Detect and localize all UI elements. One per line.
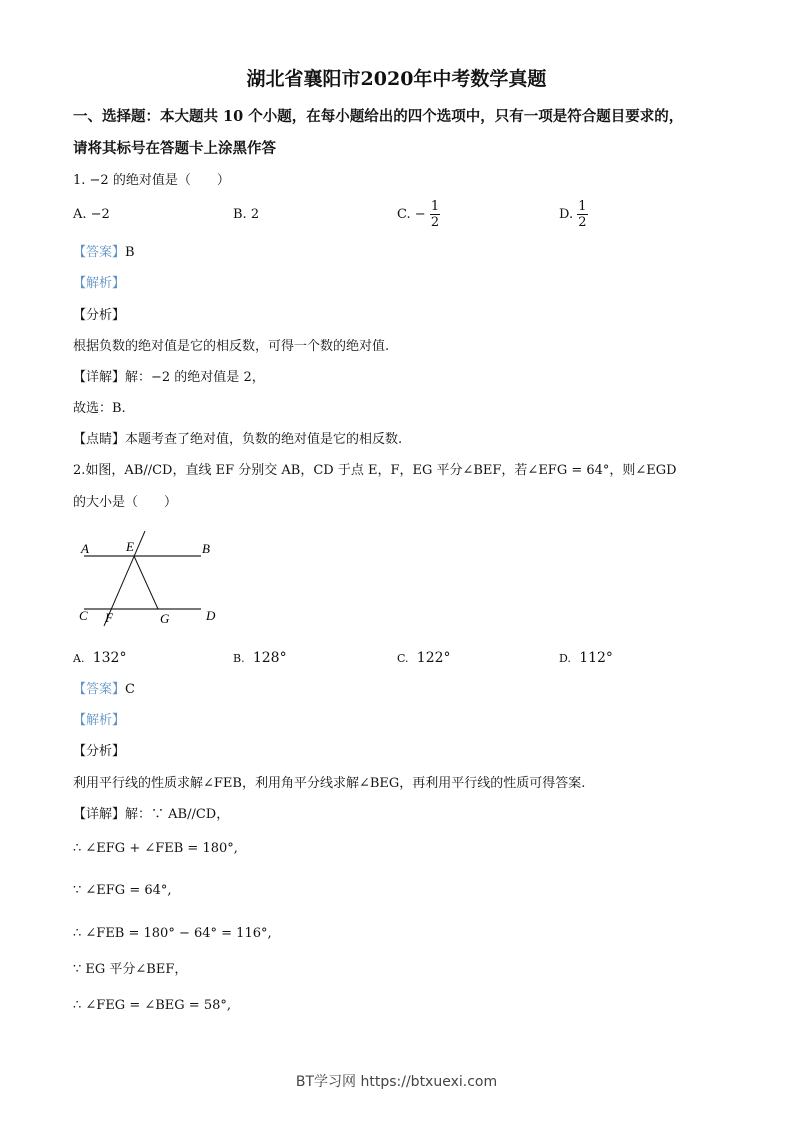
detail-label: 【详解】 <box>73 807 126 822</box>
geometry-figure <box>75 528 225 633</box>
detail-label: 【详解】 <box>73 370 126 385</box>
label-b: B <box>202 541 210 556</box>
section-heading-cont: 请将其标号在答题卡上涂黑作答 <box>73 140 276 157</box>
denominator: 2 <box>578 215 587 230</box>
q2-option-a <box>73 650 126 666</box>
q1-analysis-label: 【解析】 <box>73 276 126 291</box>
q2-fenxi: 利用平行线的性质求解∠FEB，利用角平分线求解∠BEG，再利用平行线的性质可得答案. <box>73 776 586 791</box>
option-value: 112° <box>579 650 613 666</box>
minus-sign: − <box>414 207 426 222</box>
answer-label: 【答案】 <box>73 245 126 260</box>
q2-step: ∴ ∠EFG + ∠FEB = 180°, <box>73 841 238 856</box>
answer-label: 【答案】 <box>73 682 126 697</box>
q1-option-a: A. −2 <box>73 207 110 222</box>
q2-step: ∴ ∠FEB = 180° − 64° = 116°, <box>73 926 272 941</box>
q2-option-d <box>559 650 613 666</box>
q2-option-c <box>397 650 451 666</box>
label-d: D <box>206 608 216 623</box>
line-eg <box>134 556 158 609</box>
q2-step: ∵ EG 平分∠BEF， <box>73 962 188 977</box>
note-label: 【点睛】 <box>73 432 126 447</box>
q2-stem-cont: 的大小是（ ） <box>73 495 178 510</box>
detail-text: 解：−2 的绝对值是 2， <box>125 370 265 385</box>
q2-detail <box>73 806 229 824</box>
numerator: 1 <box>430 199 440 214</box>
label-e: E <box>126 539 134 554</box>
option-label: A. <box>73 652 85 665</box>
q1-option-c <box>397 199 440 230</box>
section-heading: 一、选择题：本大题共 10 个小题，在每小题给出的四个选项中，只有一项是符合题目要求的， <box>73 108 684 125</box>
footer-watermark: BT学习网 https://btxuexi.com <box>295 1074 498 1090</box>
note-text: 本题考查了绝对值，负数的绝对值是它的相反数. <box>125 432 403 447</box>
answer-value: C <box>125 682 135 697</box>
option-value: 132° <box>92 650 127 666</box>
q1-fenxi: 根据负数的绝对值是它的相反数，可得一个数的绝对值. <box>73 339 390 354</box>
q2-stem: 2.如图，AB//CD，直线 EF 分别交 AB，CD 于点 E，F，EG 平分∠BEF，若∠EFG = 64°，则∠EGD <box>73 463 677 478</box>
q2-analysis-label: 【解析】 <box>73 713 126 728</box>
label-c: C <box>79 608 88 623</box>
q2-option-b <box>233 650 287 666</box>
label-a: A <box>81 541 89 556</box>
denominator: 2 <box>430 215 440 230</box>
q1-choice: 故选：B. <box>73 401 126 416</box>
option-label: C. <box>397 652 409 665</box>
q1-answer <box>73 244 135 262</box>
option-label: D. <box>559 652 571 665</box>
q2-answer <box>73 681 135 699</box>
detail-text: 解：∵ AB//CD， <box>125 807 230 822</box>
q1-stem: 1. −2 的绝对值是（ ） <box>73 173 230 188</box>
q2-step: ∵ ∠EFG = 64°, <box>73 883 172 898</box>
q1-option-d <box>559 199 588 230</box>
label-g: G <box>160 611 170 626</box>
page-title: 湖北省襄阳市2020年中考数学真题 <box>246 68 547 90</box>
numerator: 1 <box>578 199 587 214</box>
label-f: F <box>105 610 113 625</box>
fraction <box>430 199 440 230</box>
option-value: 128° <box>252 650 287 666</box>
q2-step: ∴ ∠FEG = ∠BEG = 58°, <box>73 998 231 1013</box>
q1-fenxi-label: 【分析】 <box>73 308 126 323</box>
fraction <box>577 199 587 230</box>
option-label: D. <box>559 207 574 222</box>
option-value: 122° <box>416 650 451 666</box>
q1-detail <box>73 369 265 387</box>
option-label: C. <box>397 207 411 222</box>
q1-note <box>73 431 402 449</box>
option-label: B. <box>233 652 245 665</box>
answer-value: B <box>125 245 135 260</box>
q1-option-b: B. 2 <box>233 207 260 222</box>
q2-fenxi-label: 【分析】 <box>73 744 126 759</box>
